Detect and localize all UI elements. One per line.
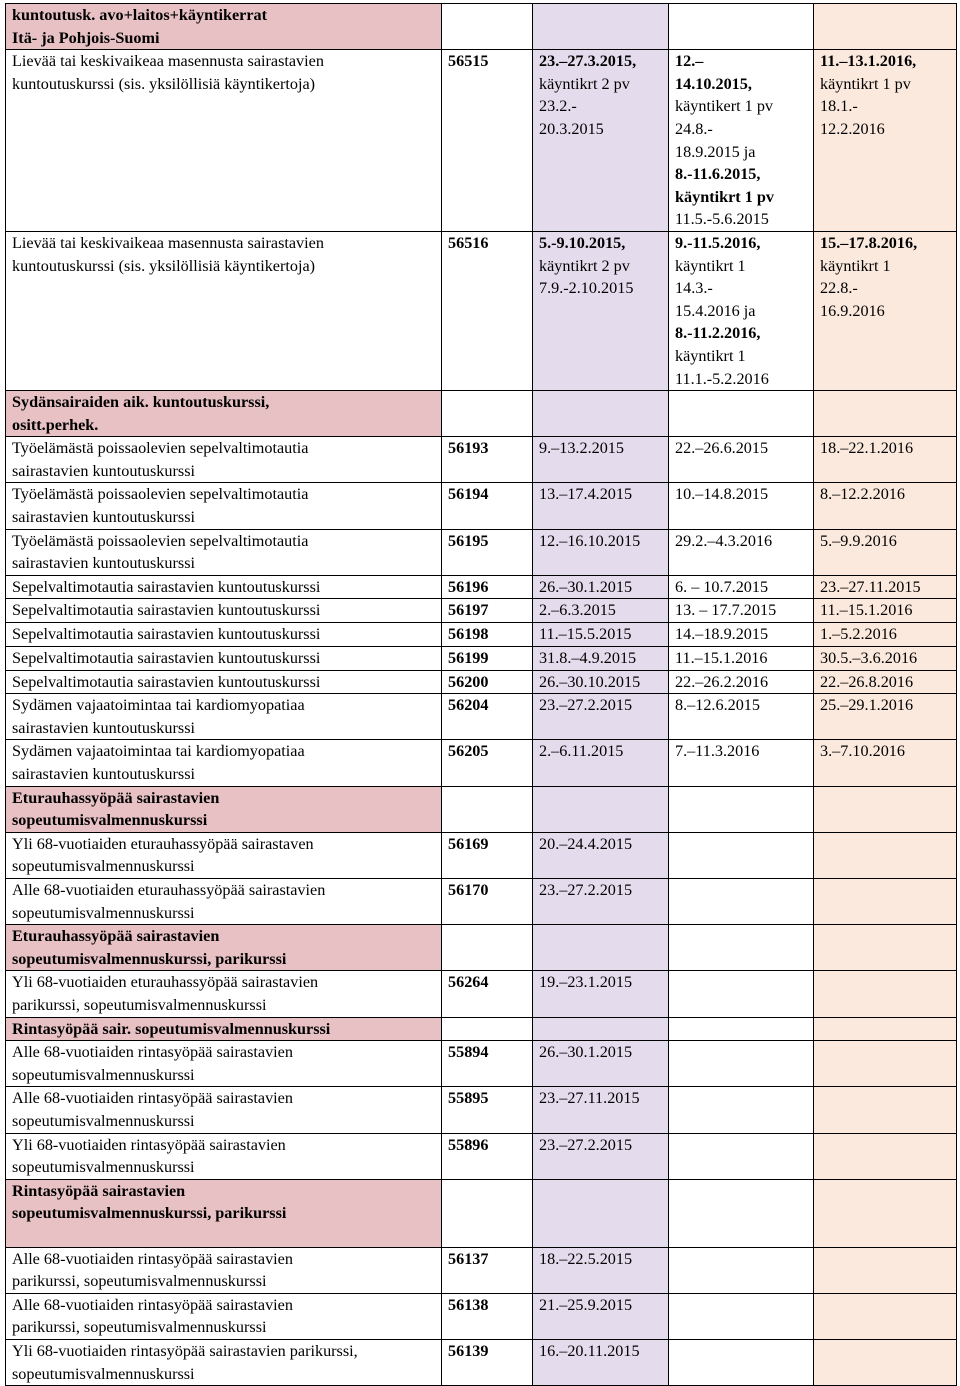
course-code: 56193 bbox=[442, 437, 533, 483]
course-date-3: 22.–26.8.2016 bbox=[814, 670, 957, 694]
course-date-2 bbox=[669, 1179, 814, 1247]
date-line: 12.– bbox=[675, 52, 704, 71]
course-name: Yli 68-vuotiaiden rintasyöpää sairastavien sopeutumisvalmennuskurssi bbox=[6, 1133, 442, 1179]
date-line: 5.-9.10.2015, bbox=[539, 233, 626, 252]
date-line: 16.9.2016 bbox=[820, 301, 885, 320]
course-date-3: 25.–29.1.2016 bbox=[814, 694, 957, 740]
course-date-2: 10.–14.8.2015 bbox=[669, 483, 814, 529]
course-row bbox=[6, 1041, 957, 1087]
course-code bbox=[442, 1017, 533, 1041]
course-date-2: 14.–18.9.2015 bbox=[669, 623, 814, 647]
section-heading: Rintasyöpää sairastavien sopeutumisvalmennuskurssi, parikurssi bbox=[6, 1179, 442, 1247]
course-date-1: 26.–30.10.2015 bbox=[533, 670, 669, 694]
course-date-2 bbox=[669, 231, 814, 390]
course-row bbox=[6, 483, 957, 529]
course-row bbox=[6, 1293, 957, 1339]
course-code: 56139 bbox=[442, 1340, 533, 1386]
course-name: Yli 68-vuotiaiden eturauhassyöpää sairastavien parikurssi, sopeutumisvalmennuskurssi bbox=[6, 971, 442, 1017]
course-code: 56204 bbox=[442, 694, 533, 740]
course-row bbox=[6, 231, 957, 390]
section-heading-row bbox=[6, 786, 957, 832]
course-name: Alle 68-vuotiaiden eturauhassyöpää sairastavien sopeutumisvalmennuskurssi bbox=[6, 878, 442, 924]
course-date-3: 30.5.–3.6.2016 bbox=[814, 647, 957, 671]
course-date-3: 11.–15.1.2016 bbox=[814, 599, 957, 623]
course-date-2 bbox=[669, 832, 814, 878]
date-line: 12.2.2016 bbox=[820, 119, 885, 138]
course-date-2 bbox=[669, 1293, 814, 1339]
date-line: käyntikrt 1 bbox=[675, 346, 746, 365]
course-date-3: 5.–9.9.2016 bbox=[814, 529, 957, 575]
course-row bbox=[6, 740, 957, 786]
course-name: Sepelvaltimotautia sairastavien kuntoutuskurssi bbox=[6, 599, 442, 623]
course-row bbox=[6, 1340, 957, 1386]
date-line: 18.1.- bbox=[820, 97, 858, 116]
course-date-3 bbox=[814, 925, 957, 971]
course-row bbox=[6, 1247, 957, 1293]
course-code bbox=[442, 1179, 533, 1247]
course-name: Sepelvaltimotautia sairastavien kuntoutuskurssi bbox=[6, 647, 442, 671]
section-heading: kuntoutusk. avo+laitos+käyntikerrat Itä- ja Pohjois-Suomi bbox=[6, 4, 442, 50]
date-line: käyntikrt 1 pv bbox=[820, 74, 911, 93]
course-date-3: 8.–12.2.2016 bbox=[814, 483, 957, 529]
course-date-2 bbox=[669, 391, 814, 437]
date-line: käyntikrt 2 pv bbox=[539, 256, 630, 275]
course-code: 56194 bbox=[442, 483, 533, 529]
date-line: käyntikert 1 pv bbox=[675, 97, 774, 116]
date-line: 14.10.2015, bbox=[675, 74, 752, 93]
course-date-1: 11.–15.5.2015 bbox=[533, 623, 669, 647]
course-code: 56170 bbox=[442, 878, 533, 924]
course-code bbox=[442, 4, 533, 50]
date-line: käyntikrt 1 bbox=[675, 256, 746, 275]
course-name: Sydämen vajaatoimintaa tai kardiomyopatiaa sairastavien kuntoutuskurssi bbox=[6, 694, 442, 740]
course-code: 56516 bbox=[442, 231, 533, 390]
course-date-3 bbox=[814, 4, 957, 50]
date-line: 11.1.-5.2.2016 bbox=[675, 369, 769, 388]
course-date-3 bbox=[814, 1133, 957, 1179]
course-date-2 bbox=[669, 50, 814, 232]
course-name: Sepelvaltimotautia sairastavien kuntoutuskurssi bbox=[6, 623, 442, 647]
course-date-2: 22.–26.2.2016 bbox=[669, 670, 814, 694]
date-line: käyntikrt 1 bbox=[820, 256, 891, 275]
course-name: Työelämästä poissaolevien sepelvaltimotautia sairastavien kuntoutuskurssi bbox=[6, 437, 442, 483]
course-date-2 bbox=[669, 786, 814, 832]
date-line: 14.3.- bbox=[675, 279, 713, 298]
date-line: 8.-11.2.2016, bbox=[675, 324, 761, 343]
course-code: 56264 bbox=[442, 971, 533, 1017]
date-line: 24.8.- bbox=[675, 119, 713, 138]
course-date-1: 20.–24.4.2015 bbox=[533, 832, 669, 878]
date-line: 15.–17.8.2016, bbox=[820, 233, 918, 252]
course-row bbox=[6, 694, 957, 740]
course-date-3 bbox=[814, 1247, 957, 1293]
date-line: 18.9.2015 ja bbox=[675, 142, 756, 161]
section-heading-row bbox=[6, 1017, 957, 1041]
course-date-2: 8.–12.6.2015 bbox=[669, 694, 814, 740]
course-code: 56137 bbox=[442, 1247, 533, 1293]
course-date-3 bbox=[814, 971, 957, 1017]
course-date-1: 2.–6.3.2015 bbox=[533, 599, 669, 623]
course-date-2 bbox=[669, 1340, 814, 1386]
date-line: 11.–13.1.2016, bbox=[820, 52, 917, 71]
date-line: 11.5.-5.6.2015 bbox=[675, 210, 769, 229]
course-name: Yli 68-vuotiaiden rintasyöpää sairastavien parikurssi, sopeutumisvalmennuskurssi bbox=[6, 1340, 442, 1386]
course-date-2 bbox=[669, 1041, 814, 1087]
course-date-1 bbox=[533, 50, 669, 232]
course-row bbox=[6, 647, 957, 671]
course-row bbox=[6, 1133, 957, 1179]
course-name: Lievää tai keskivaikeaa masennusta sairastavien kuntoutuskurssi (sis. yksilöllisiä käyntikertoja) bbox=[6, 50, 442, 232]
course-name: Alle 68-vuotiaiden rintasyöpää sairastavien sopeutumisvalmennuskurssi bbox=[6, 1041, 442, 1087]
course-name: Sepelvaltimotautia sairastavien kuntoutuskurssi bbox=[6, 670, 442, 694]
section-heading-row bbox=[6, 925, 957, 971]
course-date-3 bbox=[814, 878, 957, 924]
course-date-2: 11.–15.1.2016 bbox=[669, 647, 814, 671]
course-date-3: 18.–22.1.2016 bbox=[814, 437, 957, 483]
course-code: 56196 bbox=[442, 575, 533, 599]
course-date-2: 13. – 17.7.2015 bbox=[669, 599, 814, 623]
course-code: 56199 bbox=[442, 647, 533, 671]
section-heading: Eturauhassyöpää sairastavien sopeutumisvalmennuskurssi, parikurssi bbox=[6, 925, 442, 971]
course-code: 56138 bbox=[442, 1293, 533, 1339]
course-date-1: 16.–20.11.2015 bbox=[533, 1340, 669, 1386]
course-code: 56169 bbox=[442, 832, 533, 878]
course-name: Alle 68-vuotiaiden rintasyöpää sairastavien parikurssi, sopeutumisvalmennuskurssi bbox=[6, 1247, 442, 1293]
course-date-1: 23.–27.2.2015 bbox=[533, 878, 669, 924]
course-name: Sepelvaltimotautia sairastavien kuntoutuskurssi bbox=[6, 575, 442, 599]
section-heading-row bbox=[6, 1179, 957, 1247]
course-date-1: 13.–17.4.2015 bbox=[533, 483, 669, 529]
course-name: Työelämästä poissaolevien sepelvaltimotautia sairastavien kuntoutuskurssi bbox=[6, 483, 442, 529]
course-date-3 bbox=[814, 231, 957, 390]
course-name: Yli 68-vuotiaiden eturauhassyöpää sairastaven sopeutumisvalmennuskurssi bbox=[6, 832, 442, 878]
course-date-2 bbox=[669, 1133, 814, 1179]
course-row bbox=[6, 878, 957, 924]
course-date-1: 26.–30.1.2015 bbox=[533, 575, 669, 599]
course-date-2 bbox=[669, 971, 814, 1017]
course-date-2 bbox=[669, 925, 814, 971]
course-code bbox=[442, 786, 533, 832]
course-date-1 bbox=[533, 786, 669, 832]
course-name: Työelämästä poissaolevien sepelvaltimotautia sairastavien kuntoutuskurssi bbox=[6, 529, 442, 575]
course-name: Lievää tai keskivaikeaa masennusta sairastavien kuntoutuskurssi (sis. yksilöllisiä käyntikertoja) bbox=[6, 231, 442, 390]
section-heading: Eturauhassyöpää sairastavien sopeutumisvalmennuskurssi bbox=[6, 786, 442, 832]
date-line: 22.8.- bbox=[820, 279, 858, 298]
date-line: 8.-11.6.2015, bbox=[675, 165, 761, 184]
course-code bbox=[442, 391, 533, 437]
date-line: 7.9.-2.10.2015 bbox=[539, 279, 634, 298]
course-date-1 bbox=[533, 1017, 669, 1041]
course-date-3 bbox=[814, 1340, 957, 1386]
course-date-3: 23.–27.11.2015 bbox=[814, 575, 957, 599]
course-row bbox=[6, 50, 957, 232]
course-date-3: 1.–5.2.2016 bbox=[814, 623, 957, 647]
course-date-2: 29.2.–4.3.2016 bbox=[669, 529, 814, 575]
date-line: 9.-11.5.2016, bbox=[675, 233, 761, 252]
course-date-2 bbox=[669, 1247, 814, 1293]
course-code: 56195 bbox=[442, 529, 533, 575]
course-row bbox=[6, 437, 957, 483]
course-date-2: 6. – 10.7.2015 bbox=[669, 575, 814, 599]
date-line: 15.4.2016 ja bbox=[675, 301, 756, 320]
course-date-3 bbox=[814, 786, 957, 832]
course-date-1: 26.–30.1.2015 bbox=[533, 1041, 669, 1087]
course-schedule-table bbox=[5, 3, 957, 1386]
course-date-2 bbox=[669, 878, 814, 924]
course-date-1 bbox=[533, 4, 669, 50]
course-date-1 bbox=[533, 925, 669, 971]
course-row bbox=[6, 971, 957, 1017]
section-heading: Sydänsairaiden aik. kuntoutuskurssi, ositt.perhek. bbox=[6, 391, 442, 437]
course-date-1: 21.–25.9.2015 bbox=[533, 1293, 669, 1339]
course-date-1: 19.–23.1.2015 bbox=[533, 971, 669, 1017]
course-date-2: 7.–11.3.2016 bbox=[669, 740, 814, 786]
course-date-1: 9.–13.2.2015 bbox=[533, 437, 669, 483]
course-date-1: 23.–27.11.2015 bbox=[533, 1087, 669, 1133]
course-name: Sydämen vajaatoimintaa tai kardiomyopatiaa sairastavien kuntoutuskurssi bbox=[6, 740, 442, 786]
course-row bbox=[6, 670, 957, 694]
section-heading-row bbox=[6, 391, 957, 437]
course-date-2 bbox=[669, 1017, 814, 1041]
course-date-1 bbox=[533, 391, 669, 437]
course-date-1: 18.–22.5.2015 bbox=[533, 1247, 669, 1293]
course-row bbox=[6, 599, 957, 623]
course-row bbox=[6, 575, 957, 599]
course-row bbox=[6, 623, 957, 647]
course-date-1: 23.–27.2.2015 bbox=[533, 1133, 669, 1179]
course-date-1: 23.–27.2.2015 bbox=[533, 694, 669, 740]
course-code bbox=[442, 925, 533, 971]
course-date-3: 3.–7.10.2016 bbox=[814, 740, 957, 786]
course-date-3 bbox=[814, 391, 957, 437]
course-date-1 bbox=[533, 231, 669, 390]
course-date-3 bbox=[814, 50, 957, 232]
course-date-3 bbox=[814, 1041, 957, 1087]
course-date-1: 12.–16.10.2015 bbox=[533, 529, 669, 575]
course-date-3 bbox=[814, 1017, 957, 1041]
course-code: 56515 bbox=[442, 50, 533, 232]
course-schedule-body bbox=[6, 4, 957, 1386]
date-line: käyntikrt 2 pv bbox=[539, 74, 630, 93]
course-date-3 bbox=[814, 1293, 957, 1339]
course-date-2: 22.–26.6.2015 bbox=[669, 437, 814, 483]
course-date-1: 2.–6.11.2015 bbox=[533, 740, 669, 786]
section-heading: Rintasyöpää sair. sopeutumisvalmennuskurssi bbox=[6, 1017, 442, 1041]
course-code: 55896 bbox=[442, 1133, 533, 1179]
date-line: 23.–27.3.2015, bbox=[539, 52, 637, 71]
course-code: 56205 bbox=[442, 740, 533, 786]
course-code: 55894 bbox=[442, 1041, 533, 1087]
date-line: käyntikrt 1 pv bbox=[675, 187, 774, 206]
course-code: 55895 bbox=[442, 1087, 533, 1133]
course-code: 56200 bbox=[442, 670, 533, 694]
course-name: Alle 68-vuotiaiden rintasyöpää sairastavien parikurssi, sopeutumisvalmennuskurssi bbox=[6, 1293, 442, 1339]
course-date-1 bbox=[533, 1179, 669, 1247]
course-date-3 bbox=[814, 832, 957, 878]
date-line: 23.2.- bbox=[539, 97, 577, 116]
course-name: Alle 68-vuotiaiden rintasyöpää sairastavien sopeutumisvalmennuskurssi bbox=[6, 1087, 442, 1133]
course-code: 56198 bbox=[442, 623, 533, 647]
course-row bbox=[6, 1087, 957, 1133]
course-code: 56197 bbox=[442, 599, 533, 623]
course-row bbox=[6, 832, 957, 878]
date-line: 20.3.2015 bbox=[539, 119, 604, 138]
course-date-2 bbox=[669, 4, 814, 50]
course-date-3 bbox=[814, 1087, 957, 1133]
course-row bbox=[6, 529, 957, 575]
course-date-3 bbox=[814, 1179, 957, 1247]
course-date-2 bbox=[669, 1087, 814, 1133]
course-date-1: 31.8.–4.9.2015 bbox=[533, 647, 669, 671]
section-heading-row bbox=[6, 4, 957, 50]
